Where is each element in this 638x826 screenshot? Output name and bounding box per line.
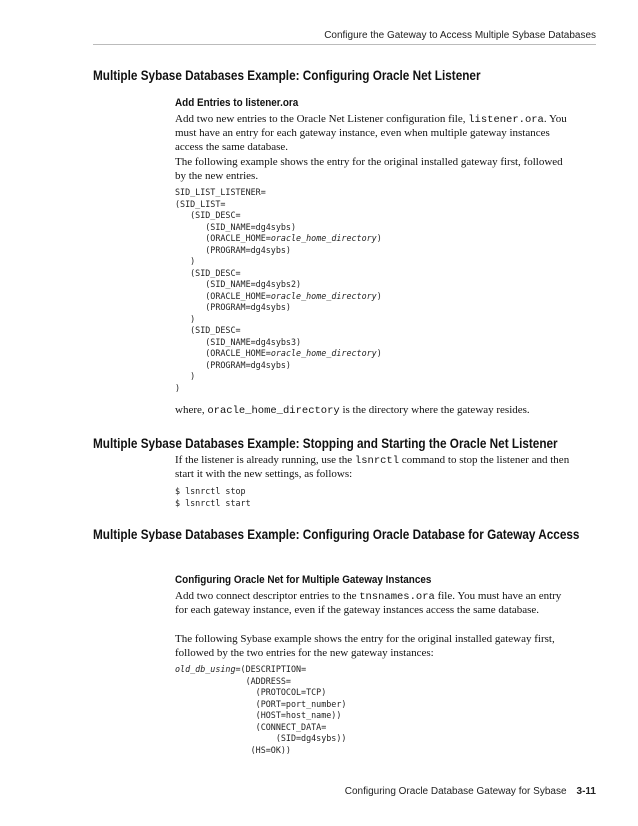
code-line: (SID_DESC= [175, 267, 241, 278]
code-line: (PROGRAM=dg4sybs) [175, 244, 291, 255]
paragraph-connect-descriptors: Add two connect descriptor entries to the tnsnames.ora file. You must have an entry for each gateway instance, even if the gateway instances access the same database. [175, 590, 562, 616]
code-line: SID_LIST_LISTENER= [175, 187, 266, 197]
code-line: (CONNECT_DATA= [175, 721, 327, 732]
code-line: ) [175, 371, 196, 381]
code-placeholder: old_db_using [175, 664, 236, 674]
subheading-add-entries: Add Entries to listener.ora [175, 97, 299, 109]
code-line: (SID_NAME=dg4sybs) [175, 221, 297, 232]
running-header: Configure the Gateway to Access Multiple Sybase Databases [324, 30, 596, 41]
section-title-database-access: Multiple Sybase Databases Example: Configuring Oracle Database for Gateway Access [93, 526, 580, 542]
code-block-tnsnames [175, 664, 346, 756]
page-number: 3-11 [576, 786, 596, 797]
subheading-oracle-net: Configuring Oracle Net for Multiple Gateway Instances [175, 574, 432, 586]
code-block-listener-ora [175, 187, 382, 394]
code-line: $ lsnrctl stop [175, 486, 246, 496]
code-line: (PROTOCOL=TCP) [175, 687, 327, 697]
paragraph-lsnrctl: If the listener is already running, use the lsnrctl command to stop the listener and then start it with the new settings, as follows: [175, 454, 570, 480]
code-line: (HS=OK)) [175, 744, 291, 755]
paragraph-add-entries: Add two new entries to the Oracle Net Listener configuration file, listener.ora. You must have an entry for each gateway instance, even when multiple gateway instances access the same database. [175, 113, 567, 153]
header-rule [93, 44, 596, 45]
code-line: (PROGRAM=dg4sybs) [175, 359, 291, 370]
code-placeholder: oracle_home_directory [270, 290, 377, 301]
paragraph-sybase-example: The following Sybase example shows the entry for the original installed gateway first, followed by the two entries for the new gateway instances: [175, 633, 555, 659]
code-placeholder: oracle_home_directory [270, 348, 377, 358]
code-line: $ lsnrctl start [175, 497, 251, 508]
code-line: ) [175, 313, 196, 324]
inline-code-listener-ora: listener.ora [468, 114, 544, 126]
code-placeholder: oracle_home_directory [270, 233, 377, 243]
code-line: (ORACLE_HOME=oracle_home_directory) [175, 290, 382, 301]
inline-code-tnsnames-ora: tnsnames.ora [359, 591, 435, 603]
code-line: (PORT=port_number) [175, 698, 347, 709]
code-block-lsnrctl [175, 486, 251, 509]
code-line: (SID_DESC= [175, 325, 241, 335]
code-line: (SID_LIST= [175, 198, 226, 209]
section-title-stop-start: Multiple Sybase Databases Example: Stopping and Starting the Oracle Net Listener [93, 435, 558, 451]
paragraph-where: where, oracle_home_directory is the directory where the gateway resides. [175, 404, 530, 417]
code-line: (ORACLE_HOME=oracle_home_directory) [175, 233, 382, 243]
code-line: (HOST=host_name)) [175, 710, 342, 720]
code-line: (ORACLE_HOME=oracle_home_directory) [175, 348, 382, 358]
code-line: old_db_using=(DESCRIPTION= [175, 664, 307, 674]
code-line: (SID_NAME=dg4sybs3) [175, 336, 302, 347]
code-line: (PROGRAM=dg4sybs) [175, 302, 291, 312]
code-line: (SID=dg4sybs)) [175, 733, 347, 743]
code-line: (ADDRESS= [175, 675, 291, 686]
code-line: (SID_NAME=dg4sybs2) [175, 279, 302, 289]
page-footer [345, 786, 596, 797]
inline-code-lsnrctl: lsnrctl [354, 455, 400, 467]
section-title-listener: Multiple Sybase Databases Example: Configuring Oracle Net Listener [93, 67, 481, 83]
code-line: ) [175, 382, 181, 393]
paragraph-example-intro: The following example shows the entry for the original installed gateway first, followed by the new entries. [175, 156, 563, 182]
code-line: (SID_DESC= [175, 210, 241, 220]
code-line: ) [175, 256, 196, 266]
inline-code-oracle-home: oracle_home_directory [207, 405, 340, 417]
footer-book-title: Configuring Oracle Database Gateway for Sybase [344, 786, 567, 797]
